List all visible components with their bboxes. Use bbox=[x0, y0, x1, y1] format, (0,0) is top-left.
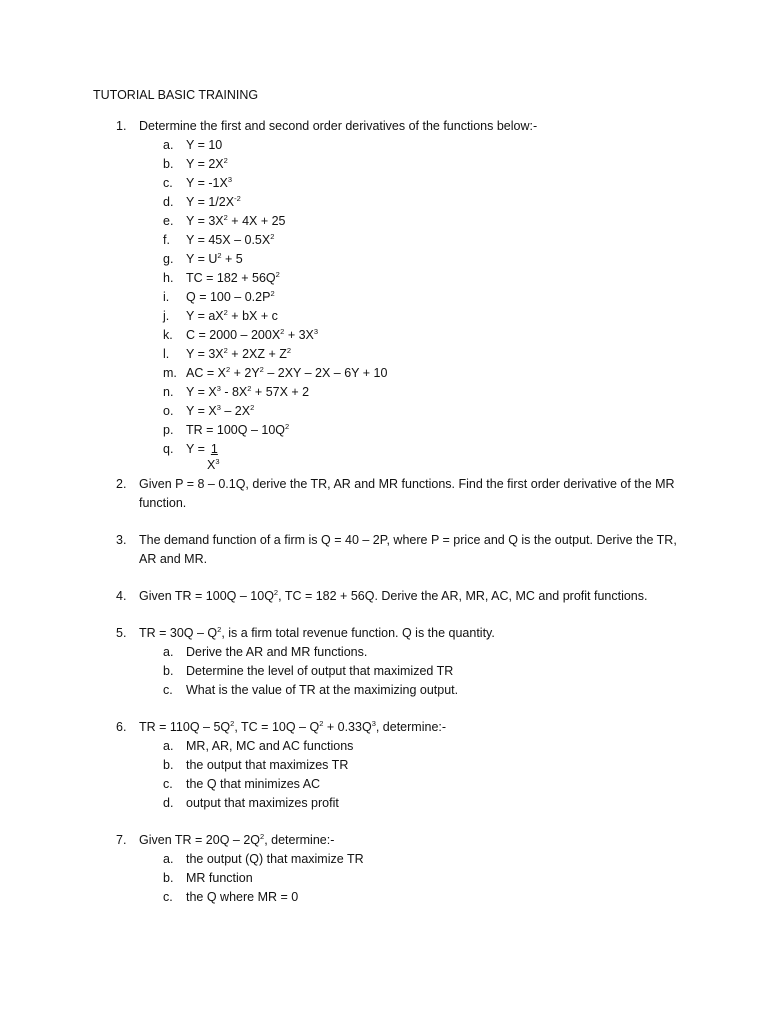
sub-item-letter: n. bbox=[163, 385, 174, 399]
sub-item-letter: d. bbox=[163, 796, 174, 810]
sub-item-letter: o. bbox=[163, 404, 174, 418]
question-5 bbox=[116, 624, 696, 700]
question-number: 6. bbox=[116, 720, 127, 734]
fraction-denominator: $X^3$ bbox=[207, 456, 220, 472]
sub-item bbox=[116, 888, 696, 907]
question-3 bbox=[116, 531, 696, 569]
sub-item-text: MR, AR, MC and AC functions bbox=[186, 739, 354, 753]
question-2 bbox=[116, 475, 696, 513]
sub-item-letter: m. bbox=[163, 366, 177, 380]
sub-item-letter: a. bbox=[163, 739, 174, 753]
question-number: 7. bbox=[116, 833, 127, 847]
sub-item-text: Y = 10 bbox=[186, 138, 223, 152]
sub-item bbox=[116, 155, 696, 174]
sub-item-letter: f. bbox=[163, 233, 170, 247]
sub-item-text: the Q where MR = 0 bbox=[186, 890, 299, 904]
sub-item-letter: h. bbox=[163, 271, 174, 285]
fraction-numerator: 1 bbox=[210, 442, 218, 456]
sub-item bbox=[116, 307, 696, 326]
sub-list bbox=[116, 850, 696, 907]
sub-item-text: TR = $100Q - 10Q^2$ bbox=[186, 421, 290, 437]
sub-item-letter: i. bbox=[163, 290, 170, 304]
sub-item bbox=[116, 250, 696, 269]
sub-item-letter: b. bbox=[163, 157, 174, 171]
question-6 bbox=[116, 718, 696, 813]
sub-item-letter: c. bbox=[163, 176, 173, 190]
sub-item-text: the output that maximizes TR bbox=[186, 758, 349, 772]
sub-item-letter: a. bbox=[163, 138, 174, 152]
sub-list bbox=[116, 643, 696, 700]
question-text: Given P = 8 – 0.1Q, derive the TR, AR and MR functions. Find the first order derivative of the MR function. bbox=[139, 477, 675, 510]
sub-item-text: Determine the level of output that maximized TR bbox=[186, 664, 454, 678]
question-7 bbox=[116, 831, 696, 907]
sub-item-text: AC = $X^2 + 2Y^2 - 2XY - 2X - 6Y + 10$ bbox=[186, 364, 388, 380]
sub-item bbox=[116, 174, 696, 193]
sub-item bbox=[116, 869, 696, 888]
fraction-lhs: Y = bbox=[186, 442, 205, 456]
document-title: TUTORIAL BASIC TRAINING bbox=[93, 88, 259, 102]
sub-item-text: $Y = 3X^2 + 2XZ + Z^2$ bbox=[186, 345, 292, 361]
question-number: 3. bbox=[116, 533, 127, 547]
question-1 bbox=[116, 117, 696, 476]
question-text: Determine the first and second order derivatives of the functions below:- bbox=[139, 119, 538, 133]
sub-item-text: $Y = aX^2$ + bX + c bbox=[186, 307, 278, 323]
question-text: Given TR = $100Q - 10Q^2$, TC = 182 + 56Q. Derive the AR, MR, AC, MC and profit functions. bbox=[139, 587, 648, 603]
question-text: TR = $30Q - Q^2$, is a firm total revenue function. Q is the quantity. bbox=[139, 624, 495, 640]
sub-item-letter: e. bbox=[163, 214, 174, 228]
sub-list bbox=[116, 136, 696, 440]
fraction-expression bbox=[186, 440, 221, 472]
sub-item-letter: c. bbox=[163, 683, 173, 697]
sub-item bbox=[116, 231, 696, 250]
sub-item-text: TC = $182 + 56Q^2$ bbox=[186, 269, 280, 285]
sub-item-letter: a. bbox=[163, 852, 174, 866]
sub-item-letter: c. bbox=[163, 890, 173, 904]
question-text: TR = $110Q - 5Q^2$, TC = $10Q - Q^2 + 0.33Q^3$, determine:- bbox=[139, 718, 447, 734]
question-number: 1. bbox=[116, 119, 127, 133]
sub-item-letter: l. bbox=[163, 347, 170, 361]
sub-item-letter: b. bbox=[163, 871, 174, 885]
sub-item-text: $Q = 100 - 0.2P^2$ bbox=[186, 288, 275, 304]
sub-item-text: $Y = U^2 + 5$ bbox=[186, 250, 243, 266]
sub-item-letter: j. bbox=[163, 309, 170, 323]
sub-item bbox=[116, 136, 696, 155]
sub-item bbox=[116, 643, 696, 662]
sub-item-text: MR function bbox=[186, 871, 253, 885]
question-text: Given TR = $20Q - 2Q^2$, determine:- bbox=[139, 831, 335, 847]
sub-item-text: Derive the AR and MR functions. bbox=[186, 645, 368, 659]
sub-item bbox=[116, 288, 696, 307]
sub-item bbox=[116, 326, 696, 345]
sub-item bbox=[116, 383, 696, 402]
sub-item bbox=[116, 794, 696, 813]
sub-item bbox=[116, 421, 696, 440]
sub-item-text: $Y = 3X^2 + 4X + 25$ bbox=[186, 212, 286, 228]
sub-item-text: the Q that minimizes AC bbox=[186, 777, 321, 791]
sub-item bbox=[116, 364, 696, 383]
sub-item bbox=[116, 850, 696, 869]
question-4 bbox=[116, 587, 696, 606]
sub-item-letter: b. bbox=[163, 664, 174, 678]
sub-item-text: What is the value of TR at the maximizing output. bbox=[186, 683, 459, 697]
sub-item bbox=[116, 402, 696, 421]
sub-list bbox=[116, 737, 696, 813]
question-number: 4. bbox=[116, 589, 127, 603]
sub-item bbox=[116, 269, 696, 288]
sub-item-letter: q. bbox=[163, 442, 174, 456]
sub-item-text: $C = 2000 - 200X^2 + 3X^3$ bbox=[186, 326, 319, 342]
sub-item-letter: a. bbox=[163, 645, 174, 659]
question-text: The demand function of a firm is Q = 40 – 2P, where P = price and Q is the output. Derive the TR, AR and MR. bbox=[139, 533, 677, 566]
sub-item-letter: d. bbox=[163, 195, 174, 209]
question-number: 5. bbox=[116, 626, 127, 640]
sub-item-letter: b. bbox=[163, 758, 174, 772]
sub-item-q bbox=[116, 440, 696, 476]
sub-item bbox=[116, 345, 696, 364]
sub-item bbox=[116, 737, 696, 756]
sub-item-text: $Y = X^3 - 2X^2$ bbox=[186, 402, 255, 418]
sub-item bbox=[116, 775, 696, 794]
sub-item-letter: c. bbox=[163, 777, 173, 791]
sub-item bbox=[116, 662, 696, 681]
sub-item bbox=[116, 212, 696, 231]
question-number: 2. bbox=[116, 477, 127, 491]
sub-item-text: output that maximizes profit bbox=[186, 796, 339, 810]
sub-item-letter: k. bbox=[163, 328, 173, 342]
sub-item-text: the output (Q) that maximize TR bbox=[186, 852, 364, 866]
sub-item-text: $Y = 1/2X^{-2}$ bbox=[186, 193, 241, 209]
sub-item-letter: g. bbox=[163, 252, 174, 266]
sub-item bbox=[116, 193, 696, 212]
sub-item-text: $Y = X^3 - 8X^2 + 57X + 2$ bbox=[186, 383, 310, 399]
sub-item-text: $Y = 45X - 0.5X^2$ bbox=[186, 231, 275, 247]
sub-item-letter: p. bbox=[163, 423, 174, 437]
sub-item bbox=[116, 681, 696, 700]
sub-item bbox=[116, 756, 696, 775]
sub-item-text: $Y = 2X^2$ bbox=[186, 155, 228, 171]
sub-item-text: $Y = -1X^3$ bbox=[186, 174, 232, 190]
